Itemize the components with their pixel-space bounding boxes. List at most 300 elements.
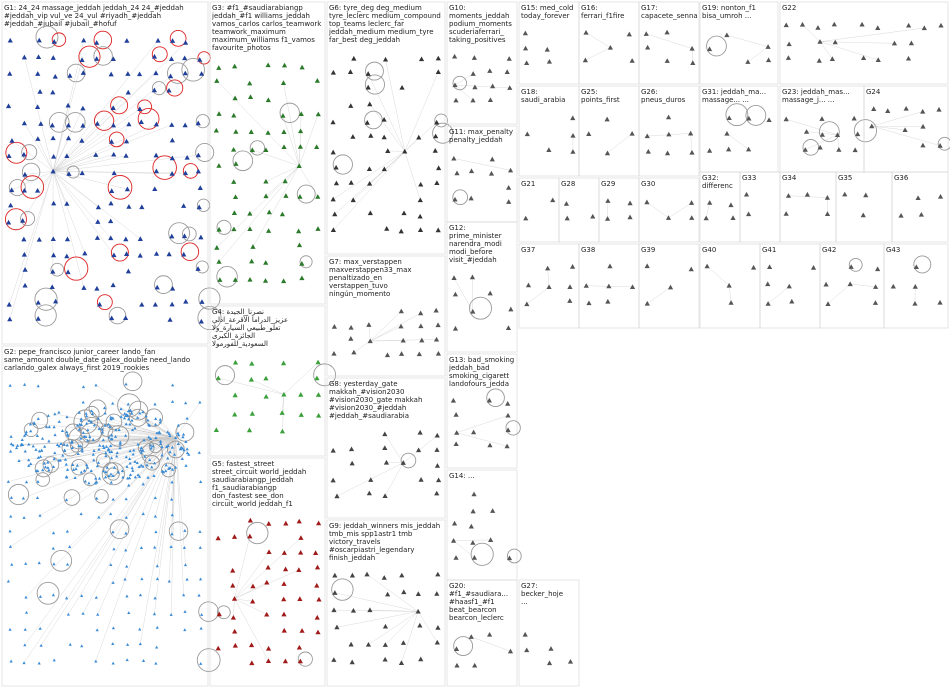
vertex-node [81, 285, 86, 290]
vertex-node [199, 577, 202, 580]
cluster-panel-g10 [447, 2, 517, 124]
vertex-node [67, 73, 72, 78]
vertex-node [9, 450, 12, 453]
vertex-node [726, 147, 731, 152]
vertex-node [937, 300, 942, 305]
vertex-node [22, 188, 27, 193]
vertex-node [199, 546, 202, 549]
vertex-node [182, 593, 185, 596]
vertex-node [316, 413, 321, 418]
vertex-node [142, 659, 145, 662]
cluster-label: G19: nonton_f1 bisa_umroh ... [702, 4, 756, 20]
vertex-node [10, 442, 13, 445]
vertex-node [216, 65, 221, 70]
vertex-node [249, 377, 254, 382]
vertex-node [873, 300, 878, 305]
vertex-node [182, 433, 185, 436]
vertex-node [23, 267, 28, 272]
vertex-node [830, 56, 835, 61]
vertex-node [507, 56, 512, 61]
vertex-node [22, 661, 25, 664]
vertex-node [885, 108, 890, 113]
vertex-node [184, 464, 187, 467]
cluster-panel-g11 [447, 126, 517, 222]
vertex-node [47, 439, 50, 442]
vertex-node [232, 64, 237, 69]
vertex-node [169, 56, 174, 61]
self-loop [49, 112, 69, 132]
vertex-node [170, 138, 175, 143]
vertex-node [249, 259, 254, 264]
vertex-node [314, 144, 319, 149]
self-loop [181, 243, 199, 261]
vertex-node [665, 151, 670, 156]
vertex-node [156, 564, 159, 567]
vertex-node [131, 466, 134, 469]
vertex-node [7, 317, 12, 322]
vertex-node [90, 469, 93, 472]
vertex-node [368, 133, 373, 138]
vertex-node [50, 284, 55, 289]
vertex-node [281, 144, 286, 149]
vertex-node [184, 563, 187, 566]
vertex-node [155, 38, 160, 43]
cluster-label: G23: jeddah_mas... massage_j... ... [782, 88, 850, 104]
vertex-node [296, 229, 301, 234]
vertex-node [84, 480, 87, 483]
cluster-panel-g31 [700, 86, 778, 172]
vertex-node [399, 660, 404, 665]
vertex-node [605, 151, 610, 156]
vertex-node [368, 477, 373, 482]
vertex-node [546, 284, 551, 289]
vertex-node [23, 643, 26, 646]
vertex-node [784, 211, 789, 216]
vertex-node [316, 597, 321, 602]
vertex-node [382, 493, 387, 498]
vertex-node [9, 138, 14, 143]
vertex-node [784, 117, 789, 122]
vertex-node [568, 659, 573, 664]
vertex-node [452, 521, 457, 526]
vertex-node [80, 644, 83, 647]
vertex-node [198, 401, 201, 404]
vertex-node [263, 260, 268, 265]
self-loop [199, 602, 219, 622]
vertex-node [67, 613, 70, 616]
vertex-node [627, 32, 632, 37]
cluster-panel-g19 [700, 2, 778, 84]
self-loop [196, 143, 214, 161]
self-loop [66, 113, 86, 133]
vertex-node [385, 592, 390, 597]
vertex-node [129, 473, 132, 476]
vertex-node [124, 382, 127, 385]
vertex-node [919, 212, 924, 217]
cluster-panel-g18 [519, 86, 579, 176]
vertex-node [65, 430, 68, 433]
self-loop [32, 412, 48, 428]
vertex-node [216, 163, 221, 168]
vertex-node [139, 593, 142, 596]
cluster-panel-g28 [559, 178, 599, 242]
vertex-node [298, 128, 303, 133]
vertex-node [80, 417, 83, 420]
vertex-node [331, 351, 336, 356]
self-loop [487, 389, 505, 407]
vertex-node [167, 252, 172, 257]
self-loop [35, 288, 57, 310]
vertex-node [95, 219, 100, 224]
vertex-node [331, 150, 336, 155]
vertex-node [153, 546, 156, 549]
vertex-node [332, 573, 337, 578]
vertex-node [139, 119, 144, 124]
vertex-node [112, 498, 115, 501]
vertex-node [139, 642, 142, 645]
vertex-node [281, 80, 286, 85]
vertex-node [451, 156, 456, 161]
vertex-node [34, 448, 37, 451]
vertex-node [436, 477, 441, 482]
cluster-panel-g5 [210, 458, 325, 686]
cluster-panel-g7 [327, 256, 445, 376]
vertex-node [232, 210, 237, 215]
cluster-panel-g13 [447, 354, 520, 468]
vertex-node [525, 131, 530, 136]
vertex-node [124, 532, 127, 535]
vertex-node [183, 40, 188, 45]
vertex-node [523, 632, 528, 637]
cluster-label: G38 [581, 246, 596, 254]
vertex-node [417, 623, 422, 628]
vertex-node [666, 215, 671, 220]
vertex-node [94, 40, 99, 45]
vertex-node [547, 660, 552, 665]
vertex-node [331, 657, 336, 662]
vertex-node [233, 161, 238, 166]
cluster-label: G25: points_first [581, 88, 620, 104]
vertex-node [8, 38, 13, 43]
vertex-node [183, 123, 188, 128]
vertex-node [454, 430, 459, 435]
vertex-node [630, 58, 635, 63]
vertex-node [382, 575, 387, 580]
vertex-node [727, 283, 732, 288]
vertex-node [53, 659, 56, 662]
vertex-node [52, 547, 55, 550]
vertex-node [57, 411, 60, 414]
vertex-node [126, 122, 131, 127]
vertex-node [331, 478, 336, 483]
vertex-node [348, 103, 353, 108]
vertex-node [727, 115, 732, 120]
cluster-panel-g14 [447, 470, 521, 580]
vertex-node [401, 589, 406, 594]
vertex-node [95, 596, 98, 599]
cluster-panel-g17 [639, 2, 699, 84]
vertex-node [125, 565, 128, 568]
vertex-node [435, 572, 440, 577]
vertex-node [247, 428, 252, 433]
vertex-node [765, 44, 770, 49]
vertex-node [583, 30, 588, 35]
vertex-node [184, 401, 187, 404]
vertex-node [506, 199, 511, 204]
vertex-node [746, 211, 751, 216]
vertex-node [787, 284, 792, 289]
vertex-node [848, 281, 853, 286]
vertex-node [469, 196, 474, 201]
self-loop [333, 155, 352, 174]
vertex-node [912, 301, 917, 306]
vertex-node [766, 301, 771, 306]
vertex-node [316, 521, 321, 526]
cluster-panel-g2 [2, 346, 220, 686]
vertex-node [25, 430, 28, 433]
vertex-node [138, 236, 143, 241]
vertex-node [689, 46, 694, 51]
vertex-node [280, 410, 285, 415]
vertex-node [366, 71, 371, 76]
vertex-node [124, 139, 129, 144]
vertex-node [37, 384, 40, 387]
vertex-node [282, 550, 287, 555]
vertex-node [823, 282, 828, 287]
vertex-node [435, 640, 440, 645]
vertex-node [154, 153, 159, 158]
vertex-node [185, 155, 190, 160]
vertex-node [24, 628, 27, 631]
vertex-node [348, 336, 353, 341]
vertex-node [29, 462, 32, 465]
vertex-node [767, 264, 772, 269]
vertex-node [605, 117, 610, 122]
vertex-node [123, 315, 128, 320]
vertex-node [570, 149, 575, 154]
vertex-node [154, 662, 157, 665]
vertex-node [436, 69, 441, 74]
vertex-node [125, 595, 128, 598]
self-loop [217, 266, 238, 287]
vertex-node [66, 103, 71, 108]
vertex-node [155, 285, 160, 290]
vertex-node [66, 136, 71, 141]
cluster-panel-g26 [639, 86, 699, 176]
self-loop [35, 305, 56, 326]
cluster-label: G14: ... [449, 472, 475, 480]
vertex-node [605, 299, 610, 304]
vertex-node [183, 71, 188, 76]
cluster-label: G11: max_penalty penalty_jeddah [449, 128, 513, 144]
vertex-node [645, 301, 650, 306]
vertex-node [434, 180, 439, 185]
vertex-node [138, 253, 143, 258]
vertex-node [39, 627, 42, 630]
cluster-label: G40 [702, 246, 717, 254]
vertex-node [688, 131, 693, 136]
vertex-node [784, 22, 789, 27]
vertex-node [126, 658, 129, 661]
vertex-node [666, 132, 671, 137]
vertex-node [707, 200, 712, 205]
vertex-node [470, 98, 475, 103]
vertex-node [523, 216, 528, 221]
vertex-node [832, 22, 837, 27]
vertex-node [385, 148, 390, 153]
self-loop [726, 104, 748, 126]
vertex-node [266, 549, 271, 554]
vertex-node [29, 429, 32, 432]
vertex-node [266, 62, 271, 67]
vertex-node [646, 149, 651, 154]
vertex-node [472, 663, 477, 668]
vertex-node [664, 30, 669, 35]
vertex-node [490, 157, 495, 162]
vertex-node [505, 69, 510, 74]
vertex-node [263, 376, 268, 381]
vertex-node [416, 591, 421, 596]
vertex-node [112, 626, 115, 629]
vertex-node [51, 236, 56, 241]
vertex-node [231, 615, 236, 620]
vertex-node [35, 104, 40, 109]
vertex-node [183, 299, 188, 304]
vertex-node [297, 194, 302, 199]
vertex-node [265, 130, 270, 135]
vertex-node [169, 122, 174, 127]
vertex-node [315, 565, 320, 570]
self-loop [94, 111, 113, 130]
vertex-node [123, 578, 126, 581]
vertex-node [583, 58, 588, 63]
vertex-node [472, 55, 477, 60]
vertex-node [171, 513, 174, 516]
vertex-node [550, 197, 555, 202]
vertex-node [64, 153, 69, 158]
vertex-node [154, 169, 159, 174]
vertex-node [367, 166, 372, 171]
vertex-node [140, 577, 143, 580]
vertex-node [27, 458, 30, 461]
vertex-node [263, 278, 268, 283]
vertex-node [109, 512, 112, 515]
vertex-node [108, 201, 113, 206]
vertex-node [490, 84, 495, 89]
vertex-node [453, 98, 458, 103]
vertex-node [399, 309, 404, 314]
vertex-node [154, 530, 157, 533]
vertex-node [281, 278, 286, 283]
vertex-node [266, 97, 271, 102]
vertex-node [66, 563, 69, 566]
vertex-node [8, 628, 11, 631]
vertex-node [131, 469, 134, 472]
vertex-node [853, 147, 858, 152]
vertex-node [805, 192, 810, 197]
vertex-node [154, 251, 159, 256]
vertex-node [266, 658, 271, 663]
vertex-node [24, 562, 27, 565]
cluster-panel-g41 [760, 244, 820, 328]
vertex-node [299, 275, 304, 280]
cluster-label: G28 [561, 180, 576, 188]
cluster-label: G43 [886, 246, 901, 254]
vertex-node [198, 185, 203, 190]
vertex-node [230, 568, 235, 573]
vertex-node [98, 477, 101, 480]
vertex-node [906, 56, 911, 61]
vertex-node [186, 451, 189, 454]
vertex-node [454, 663, 459, 668]
vertex-node [399, 85, 404, 90]
cluster-panel-g23 [780, 86, 877, 172]
vertex-node [316, 112, 321, 117]
vertex-node [418, 323, 423, 328]
vertex-node [436, 56, 441, 61]
vertex-node [435, 463, 440, 468]
cluster-label: G21 [521, 180, 536, 188]
vertex-node [922, 25, 927, 30]
vertex-node [331, 197, 336, 202]
vertex-node [96, 628, 99, 631]
vertex-node [111, 152, 116, 157]
vertex-node [10, 563, 13, 566]
vertex-node [52, 531, 55, 534]
vertex-node [419, 56, 424, 61]
vertex-node [266, 521, 271, 526]
cluster-label: G27: becker_hoje ... [521, 582, 564, 606]
vertex-node [331, 70, 336, 75]
vertex-node [80, 512, 83, 515]
vertex-node [334, 181, 339, 186]
cluster-panel-g8 [327, 378, 445, 518]
vertex-node [314, 583, 319, 588]
vertex-node [22, 55, 27, 60]
cluster-panel-g12 [447, 222, 517, 352]
vertex-node [159, 418, 162, 421]
vertex-node [331, 607, 336, 612]
vertex-node [471, 492, 476, 497]
vertex-node [139, 302, 144, 307]
self-loop [8, 484, 28, 504]
vertex-node [247, 534, 252, 539]
vertex-node [126, 643, 129, 646]
vertex-node [85, 414, 88, 417]
cluster-label: G30 [641, 180, 656, 188]
vertex-node [472, 555, 477, 560]
vertex-node [367, 491, 372, 496]
vertex-node [82, 251, 87, 256]
vertex-node [232, 629, 237, 634]
vertex-node [37, 417, 40, 420]
vertex-node [170, 481, 173, 484]
vertex-node [196, 169, 201, 174]
vertex-node [920, 109, 925, 114]
vertex-node [728, 202, 733, 207]
vertex-node [366, 85, 371, 90]
vertex-node [264, 612, 269, 617]
vertex-node [169, 171, 174, 176]
vertex-node [41, 437, 44, 440]
vertex-node [109, 72, 114, 77]
vertex-node [825, 211, 830, 216]
vertex-node [705, 264, 710, 269]
vertex-node [488, 537, 493, 542]
vertex-node [283, 179, 288, 184]
self-loop [215, 366, 234, 385]
vertex-node [112, 171, 117, 176]
